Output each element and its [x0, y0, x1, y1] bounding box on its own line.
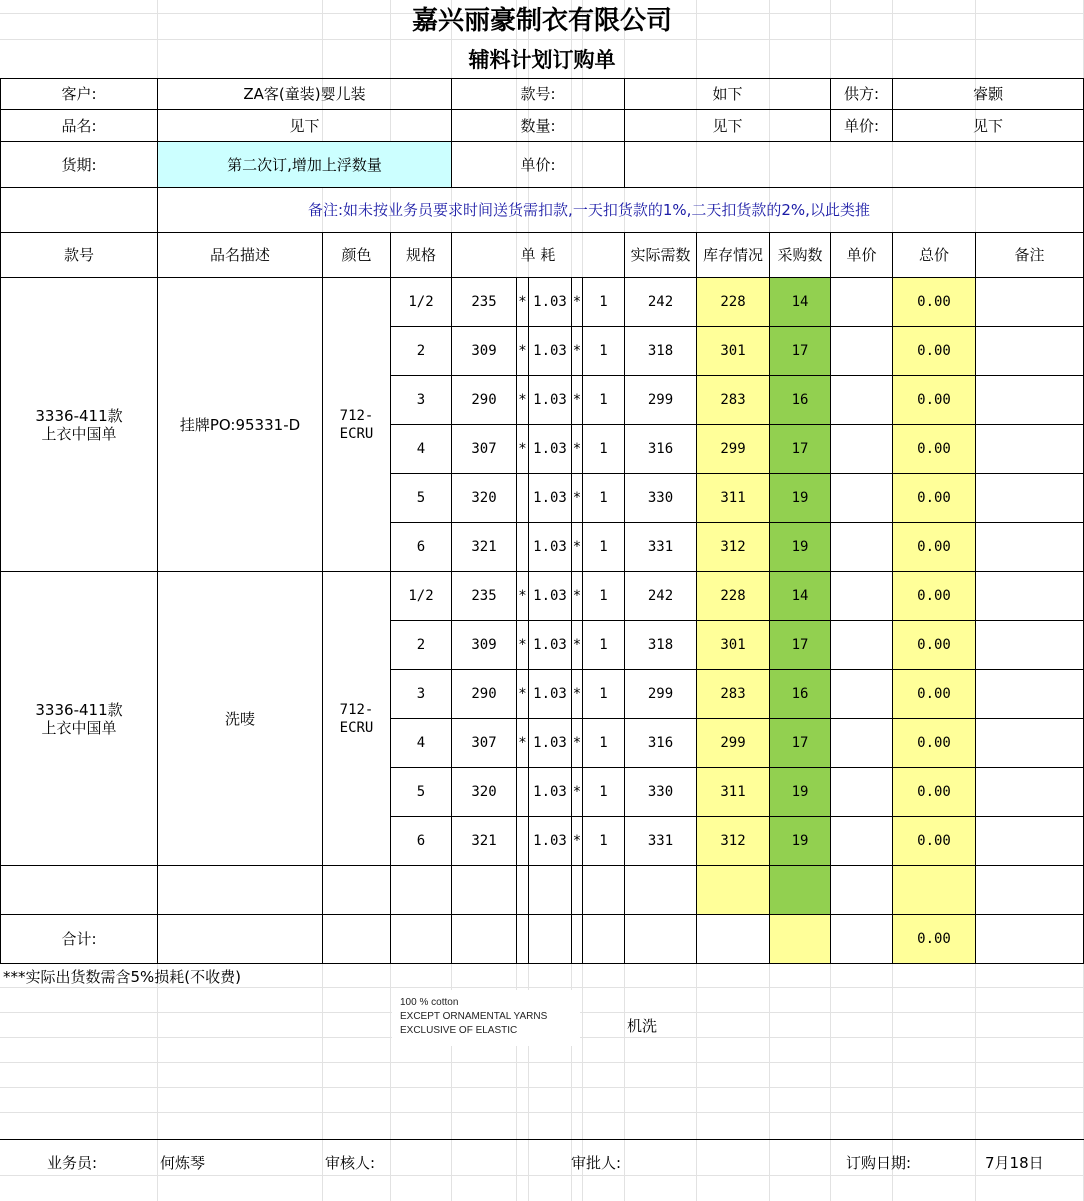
size-cell[interactable]: 3 [390, 375, 452, 425]
remarks-cell[interactable] [975, 669, 1084, 719]
supplier-label: 供方: [830, 78, 893, 110]
remarks-cell[interactable] [975, 277, 1084, 327]
unit-price-cell[interactable] [830, 669, 893, 719]
unit-price-cell[interactable] [830, 718, 893, 768]
actual-need-cell[interactable]: 331 [624, 522, 697, 572]
remarks-cell[interactable] [975, 767, 1084, 817]
care-label [392, 990, 580, 1046]
empty-cell[interactable] [582, 865, 625, 915]
stock-cell[interactable]: 283 [696, 375, 770, 425]
unit-price-cell[interactable] [830, 277, 893, 327]
empty-cell[interactable] [975, 865, 1084, 915]
total-price-cell[interactable]: 0.00 [892, 669, 976, 719]
reviewer-label: 审核人: [325, 1154, 376, 1172]
total-price-cell[interactable]: 0.00 [892, 522, 976, 572]
stock-cell[interactable]: 312 [696, 816, 770, 866]
rate-cell[interactable]: 1.03 [528, 326, 572, 376]
actual-need-cell[interactable]: 242 [624, 277, 697, 327]
total-price-cell[interactable]: 0.00 [892, 816, 976, 866]
care-label-line1: 100 % cotton [400, 997, 459, 1008]
order-qty-cell[interactable]: 307 [451, 718, 517, 768]
gridline [0, 1175, 1084, 1176]
total-price-cell[interactable]: 0.00 [892, 375, 976, 425]
order-date-value: 7月18日 [985, 1154, 1044, 1172]
unit-price-cell[interactable] [830, 620, 893, 670]
rate-cell[interactable]: 1.03 [528, 424, 572, 474]
order-qty-cell[interactable]: 235 [451, 571, 517, 621]
total-price-cell[interactable]: 0.00 [892, 326, 976, 376]
totals-purchase-cell[interactable] [769, 914, 831, 964]
actual-need-cell[interactable]: 316 [624, 424, 697, 474]
totals-label: 合计: [0, 914, 158, 964]
empty-cell[interactable] [157, 865, 323, 915]
size-cell[interactable]: 5 [390, 767, 452, 817]
totals-cell[interactable] [830, 914, 893, 964]
multiplier-cell[interactable]: 1 [582, 375, 625, 425]
multiply-sign: * [571, 718, 583, 768]
stock-cell[interactable]: 301 [696, 620, 770, 670]
care-label-line2: EXCEPT ORNAMENTAL YARNS [400, 1011, 548, 1022]
multiplier-cell[interactable]: 1 [582, 571, 625, 621]
totals-cell[interactable] [696, 914, 770, 964]
col-actual-need: 实际需数 [624, 232, 697, 278]
rate-cell[interactable]: 1.03 [528, 816, 572, 866]
multiply-sign: * [571, 277, 583, 327]
empty-cell[interactable] [624, 865, 697, 915]
size-cell[interactable]: 6 [390, 816, 452, 866]
totals-cell[interactable] [975, 914, 1084, 964]
multiply-sign: * [516, 424, 529, 474]
actual-need-cell[interactable]: 318 [624, 326, 697, 376]
order-qty-cell[interactable]: 290 [451, 669, 517, 719]
totals-cell[interactable] [582, 914, 625, 964]
col-consumption: 单 耗 [451, 232, 625, 278]
remark-label-cell [0, 187, 158, 233]
unit-price-value[interactable]: 见下 [892, 109, 1084, 142]
order-qty-cell[interactable]: 307 [451, 424, 517, 474]
rate-cell[interactable]: 1.03 [528, 522, 572, 572]
size-cell[interactable]: 4 [390, 424, 452, 474]
gridline [0, 1112, 1084, 1113]
multiply-sign: * [516, 669, 529, 719]
rate-cell[interactable]: 1.03 [528, 767, 572, 817]
multiply-sign: * [571, 522, 583, 572]
total-price-cell[interactable]: 0.00 [892, 620, 976, 670]
rate-cell[interactable]: 1.03 [528, 620, 572, 670]
purchase-qty-cell[interactable]: 19 [769, 473, 831, 523]
size-cell[interactable]: 2 [390, 620, 452, 670]
rate-cell[interactable]: 1.03 [528, 277, 572, 327]
unit-price-cell[interactable] [830, 767, 893, 817]
product-value[interactable]: 见下 [157, 109, 452, 142]
delivery-value[interactable]: 第二次订,增加上浮数量 [157, 141, 452, 188]
remarks-cell[interactable] [975, 424, 1084, 474]
actual-need-cell[interactable]: 242 [624, 571, 697, 621]
qty-label: 数量: [451, 109, 625, 142]
unit-price-cell[interactable] [830, 424, 893, 474]
empty-cell[interactable] [322, 865, 391, 915]
multiply-sign: * [571, 375, 583, 425]
unit-price2-label: 单价: [451, 141, 625, 188]
multiplier-cell[interactable]: 1 [582, 326, 625, 376]
remark-note: 备注:如未按业务员要求时间送货需扣款,一天扣货款的1%,二天扣货款的2%,以此类推 [157, 187, 1084, 233]
multiplier-cell[interactable]: 1 [582, 277, 625, 327]
multiply-sign: * [571, 669, 583, 719]
empty-stock-cell[interactable] [696, 865, 770, 915]
rate-cell[interactable]: 1.03 [528, 375, 572, 425]
total-price-cell[interactable]: 0.00 [892, 424, 976, 474]
col-unit-price: 单价 [830, 232, 893, 278]
qty-value[interactable]: 见下 [624, 109, 831, 142]
purchase-qty-cell[interactable]: 17 [769, 424, 831, 474]
multiply-sign: * [571, 571, 583, 621]
order-qty-cell[interactable]: 320 [451, 473, 517, 523]
empty-total-cell[interactable] [892, 865, 976, 915]
totals-cell[interactable] [528, 914, 572, 964]
multiply-sign: * [516, 277, 529, 327]
col-total-price: 总价 [892, 232, 976, 278]
gridline [0, 1087, 1084, 1088]
col-remarks: 备注 [975, 232, 1084, 278]
total-price-cell[interactable]: 0.00 [892, 473, 976, 523]
rate-cell[interactable]: 1.03 [528, 669, 572, 719]
unit-price-cell[interactable] [830, 326, 893, 376]
multiplier-cell[interactable]: 1 [582, 424, 625, 474]
customer-value[interactable]: ZA客(童装)婴儿装 [157, 78, 452, 110]
col-desc: 品名描述 [157, 232, 323, 278]
empty-cell[interactable] [528, 865, 572, 915]
rate-cell[interactable]: 1.03 [528, 473, 572, 523]
stock-cell[interactable]: 283 [696, 669, 770, 719]
purchase-qty-cell[interactable]: 17 [769, 620, 831, 670]
size-cell[interactable]: 5 [390, 473, 452, 523]
stock-cell[interactable]: 228 [696, 277, 770, 327]
purchase-qty-cell[interactable]: 14 [769, 277, 831, 327]
purchase-qty-cell[interactable]: 17 [769, 326, 831, 376]
actual-need-cell[interactable]: 330 [624, 767, 697, 817]
unit-price-cell[interactable] [830, 571, 893, 621]
multiply-sign: * [516, 620, 529, 670]
stock-cell[interactable]: 299 [696, 718, 770, 768]
remarks-cell[interactable] [975, 375, 1084, 425]
rate-cell[interactable]: 1.03 [528, 571, 572, 621]
remarks-cell[interactable] [975, 473, 1084, 523]
style-no-label: 款号: [451, 78, 625, 110]
multiplier-cell[interactable]: 1 [582, 816, 625, 866]
col-color: 颜色 [322, 232, 391, 278]
multiply-sign: * [571, 473, 583, 523]
purchase-qty-cell[interactable]: 16 [769, 375, 831, 425]
remarks-cell[interactable] [975, 326, 1084, 376]
multiplier-cell[interactable]: 1 [582, 522, 625, 572]
multiply-sign: * [516, 326, 529, 376]
salesperson-label: 业务员: [47, 1154, 98, 1172]
group-color[interactable]: 712- ECRU [322, 277, 391, 572]
size-cell[interactable]: 4 [390, 718, 452, 768]
multiply-sign: * [516, 375, 529, 425]
multiply-sign: * [571, 424, 583, 474]
empty-cell[interactable] [390, 865, 452, 915]
totals-cell[interactable] [451, 914, 517, 964]
stock-cell[interactable]: 312 [696, 522, 770, 572]
order-qty-cell[interactable]: 320 [451, 767, 517, 817]
order-qty-cell[interactable]: 235 [451, 277, 517, 327]
supplier-value[interactable]: 睿颢 [892, 78, 1084, 110]
size-cell[interactable]: 2 [390, 326, 452, 376]
gridline [0, 1062, 1084, 1063]
totals-cell[interactable] [322, 914, 391, 964]
footer-divider [0, 1139, 1084, 1140]
size-cell[interactable]: 1/2 [390, 277, 452, 327]
group-desc[interactable]: 洗唛 [157, 571, 323, 866]
product-label: 品名: [0, 109, 158, 142]
total-price-cell[interactable]: 0.00 [892, 767, 976, 817]
order-qty-cell[interactable]: 290 [451, 375, 517, 425]
totals-cell[interactable] [390, 914, 452, 964]
order-qty-cell[interactable]: 321 [451, 816, 517, 866]
total-price-cell[interactable]: 0.00 [892, 571, 976, 621]
group-desc[interactable]: 挂牌PO:95331-D [157, 277, 323, 572]
order-date-label: 订购日期: [846, 1154, 912, 1172]
remarks-cell[interactable] [975, 571, 1084, 621]
multiplier-cell[interactable]: 1 [582, 669, 625, 719]
order-qty-cell[interactable]: 309 [451, 326, 517, 376]
multiplier-cell[interactable]: 1 [582, 767, 625, 817]
remarks-cell[interactable] [975, 620, 1084, 670]
purchase-qty-cell[interactable]: 19 [769, 522, 831, 572]
size-cell[interactable]: 6 [390, 522, 452, 572]
group-style-no[interactable]: 3336-411款 上衣中国单 [0, 571, 158, 866]
col-size: 规格 [390, 232, 452, 278]
multiply-sign: * [571, 326, 583, 376]
stock-cell[interactable]: 311 [696, 473, 770, 523]
multiply-sign: * [571, 620, 583, 670]
multiply-sign: * [571, 767, 583, 817]
unit-price-cell[interactable] [830, 473, 893, 523]
footnote: ***实际出货数需含5%损耗(不收费) [3, 968, 242, 986]
multiplier-cell[interactable]: 1 [582, 473, 625, 523]
order-qty-cell[interactable]: 309 [451, 620, 517, 670]
multiply-sign: * [516, 718, 529, 768]
purchase-qty-cell[interactable]: 19 [769, 767, 831, 817]
empty-cell[interactable] [0, 865, 158, 915]
size-cell[interactable]: 3 [390, 669, 452, 719]
remarks-cell[interactable] [975, 816, 1084, 866]
totals-total-price[interactable]: 0.00 [892, 914, 976, 964]
col-style-no: 款号 [0, 232, 158, 278]
care-label-line3: EXCLUSIVE OF ELASTIC [400, 1025, 518, 1036]
purchase-qty-cell[interactable]: 14 [769, 571, 831, 621]
multiply-sign: * [516, 571, 529, 621]
purchase-qty-cell[interactable]: 16 [769, 669, 831, 719]
remarks-cell[interactable] [975, 718, 1084, 768]
unit-price-cell[interactable] [830, 816, 893, 866]
delivery-label: 货期: [0, 141, 158, 188]
gridline [0, 987, 1084, 988]
col-stock: 库存情况 [696, 232, 770, 278]
salesperson-value: 何炼琴 [160, 1154, 206, 1172]
actual-need-cell[interactable]: 330 [624, 473, 697, 523]
stock-cell[interactable]: 228 [696, 571, 770, 621]
col-purchase-qty: 采购数 [769, 232, 831, 278]
unit-price-cell[interactable] [830, 522, 893, 572]
total-price-cell[interactable]: 0.00 [892, 718, 976, 768]
actual-need-cell[interactable]: 318 [624, 620, 697, 670]
rate-cell[interactable]: 1.03 [528, 718, 572, 768]
purchase-qty-cell[interactable]: 19 [769, 816, 831, 866]
group-color[interactable]: 712- ECRU [322, 571, 391, 866]
actual-need-cell[interactable]: 299 [624, 669, 697, 719]
size-cell[interactable]: 1/2 [390, 571, 452, 621]
company-title: 嘉兴丽豪制衣有限公司 [411, 6, 672, 36]
multiplier-cell[interactable]: 1 [582, 620, 625, 670]
unit-price-cell[interactable] [830, 375, 893, 425]
style-no-value[interactable]: 如下 [624, 78, 831, 110]
customer-label: 客户: [0, 78, 158, 110]
actual-need-cell[interactable]: 331 [624, 816, 697, 866]
form-title: 辅料计划订购单 [468, 47, 616, 72]
actual-need-cell[interactable]: 316 [624, 718, 697, 768]
approver-label: 审批人: [571, 1154, 622, 1172]
stock-cell[interactable]: 301 [696, 326, 770, 376]
stock-cell[interactable]: 299 [696, 424, 770, 474]
total-price-cell[interactable]: 0.00 [892, 277, 976, 327]
wash-instruction: 机洗 [627, 1017, 658, 1035]
remarks-cell[interactable] [975, 522, 1084, 572]
multiply-sign: * [571, 816, 583, 866]
empty-purchase-cell[interactable] [769, 865, 831, 915]
actual-need-cell[interactable]: 299 [624, 375, 697, 425]
empty-cell[interactable] [451, 865, 517, 915]
totals-cell[interactable] [157, 914, 323, 964]
totals-cell[interactable] [624, 914, 697, 964]
empty-cell[interactable] [830, 865, 893, 915]
order-qty-cell[interactable]: 321 [451, 522, 517, 572]
unit-price2-value[interactable] [624, 141, 1084, 188]
purchase-qty-cell[interactable]: 17 [769, 718, 831, 768]
multiplier-cell[interactable]: 1 [582, 718, 625, 768]
unit-price-label: 单价: [830, 109, 893, 142]
stock-cell[interactable]: 311 [696, 767, 770, 817]
group-style-no[interactable]: 3336-411款 上衣中国单 [0, 277, 158, 572]
